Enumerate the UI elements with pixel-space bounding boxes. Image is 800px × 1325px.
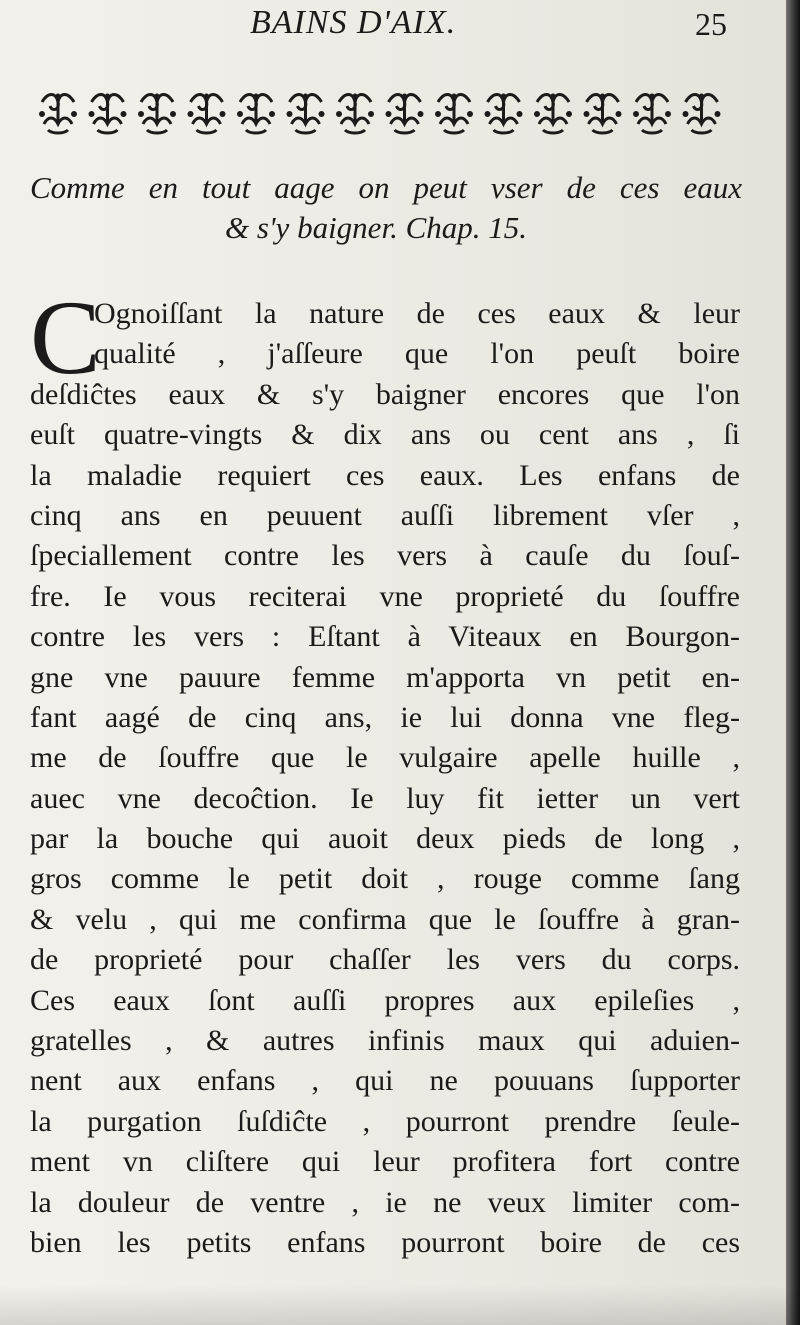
- fleuron-unit: [89, 94, 127, 134]
- body-text: [30, 279, 740, 1263]
- running-head: [0, 2, 786, 46]
- text-line: de proprieté pour chaſſer les vers du corps.: [30, 943, 740, 977]
- page-gutter-shadow: [786, 0, 800, 1325]
- text-line: auec vne decoĉtion. Ie luy fit ietter un vert: [30, 781, 740, 815]
- text-line: qualité , j'aſſeure que l'on peuſt boire: [94, 337, 740, 371]
- text-line: ſpeciallement contre les vers à cauſe du ſouſ-: [30, 539, 740, 573]
- text-line: fre. Ie vous reciterai vne proprieté du ſouffre: [30, 579, 740, 613]
- fleuron-unit: [435, 94, 473, 134]
- fleuron-unit: [39, 94, 77, 134]
- page-number: 25: [695, 6, 727, 42]
- text-line: la maladie requiert ces eaux. Les enfans de: [30, 458, 740, 492]
- text-line: Ognoiſſant la nature de ces eaux & leur: [94, 297, 740, 330]
- page-bottom-shadow: [0, 1285, 800, 1325]
- text-line: nent aux enfans , qui ne pouuans ſupporter: [30, 1064, 740, 1098]
- text-line: euſt quatre-vingts & dix ans ou cent ans , ſi: [30, 418, 740, 452]
- text-line: contre les vers : Eſtant à Viteaux en Bourgon-: [30, 620, 740, 654]
- fleuron-unit: [237, 94, 275, 134]
- text-line: me de ſouffre que le vulgaire apelle huille ,: [30, 741, 740, 775]
- text-line: gros comme le petit doit , rouge comme ſang: [30, 862, 740, 896]
- fleuron-unit: [584, 94, 622, 134]
- text-line: gne vne pauure femme m'apporta vn petit en-: [30, 660, 740, 694]
- fleuron-unit: [336, 94, 374, 134]
- fleuron-unit: [683, 94, 721, 134]
- fleuron-border-icon: [32, 90, 736, 136]
- text-line: & velu , qui me confirma que le ſouffre à gran-: [30, 902, 740, 936]
- drop-cap: C: [30, 279, 101, 396]
- text-line: deſdiĉtes eaux & s'y baigner encores que l'on: [30, 377, 740, 411]
- text-line: la douleur de ventre , ie ne veux limiter com-: [30, 1185, 740, 1219]
- fleuron-unit: [386, 94, 424, 134]
- fleuron-unit: [485, 94, 523, 134]
- fleuron-unit: [188, 94, 226, 134]
- text-line: la purgation ſuſdiĉte , pourront prendre ſeule-: [30, 1104, 740, 1138]
- text-line: bien les petits enfans pourront boire de ces: [30, 1225, 740, 1259]
- text-line: cinq ans en peuuent auſſi librement vſer ,: [30, 498, 740, 532]
- chapter-heading-line-1: Comme en tout aage on peut vser de ces eaux: [30, 170, 742, 205]
- text-line: gratelles , & autres infinis maux qui aduien-: [30, 1024, 740, 1058]
- running-title: BAINS D'AIX.: [250, 4, 457, 41]
- fleuron-unit: [534, 94, 572, 134]
- chapter-heading: [30, 168, 742, 248]
- fleuron-unit: [138, 94, 176, 134]
- text-line: fant aagé de cinq ans, ie lui donna vne fleg-: [30, 700, 740, 734]
- fleuron-unit: [287, 94, 325, 134]
- text-line: par la bouche qui auoit deux pieds de long ,: [30, 822, 740, 856]
- chapter-heading-line-2: & s'y baigner. Chap. 15.: [225, 210, 527, 245]
- text-line: ment vn cliſtere qui leur profitera fort contre: [30, 1145, 740, 1179]
- fleuron-unit: [633, 94, 671, 134]
- text-line: Ces eaux ſont auſſi propres aux epileſies ,: [30, 983, 740, 1017]
